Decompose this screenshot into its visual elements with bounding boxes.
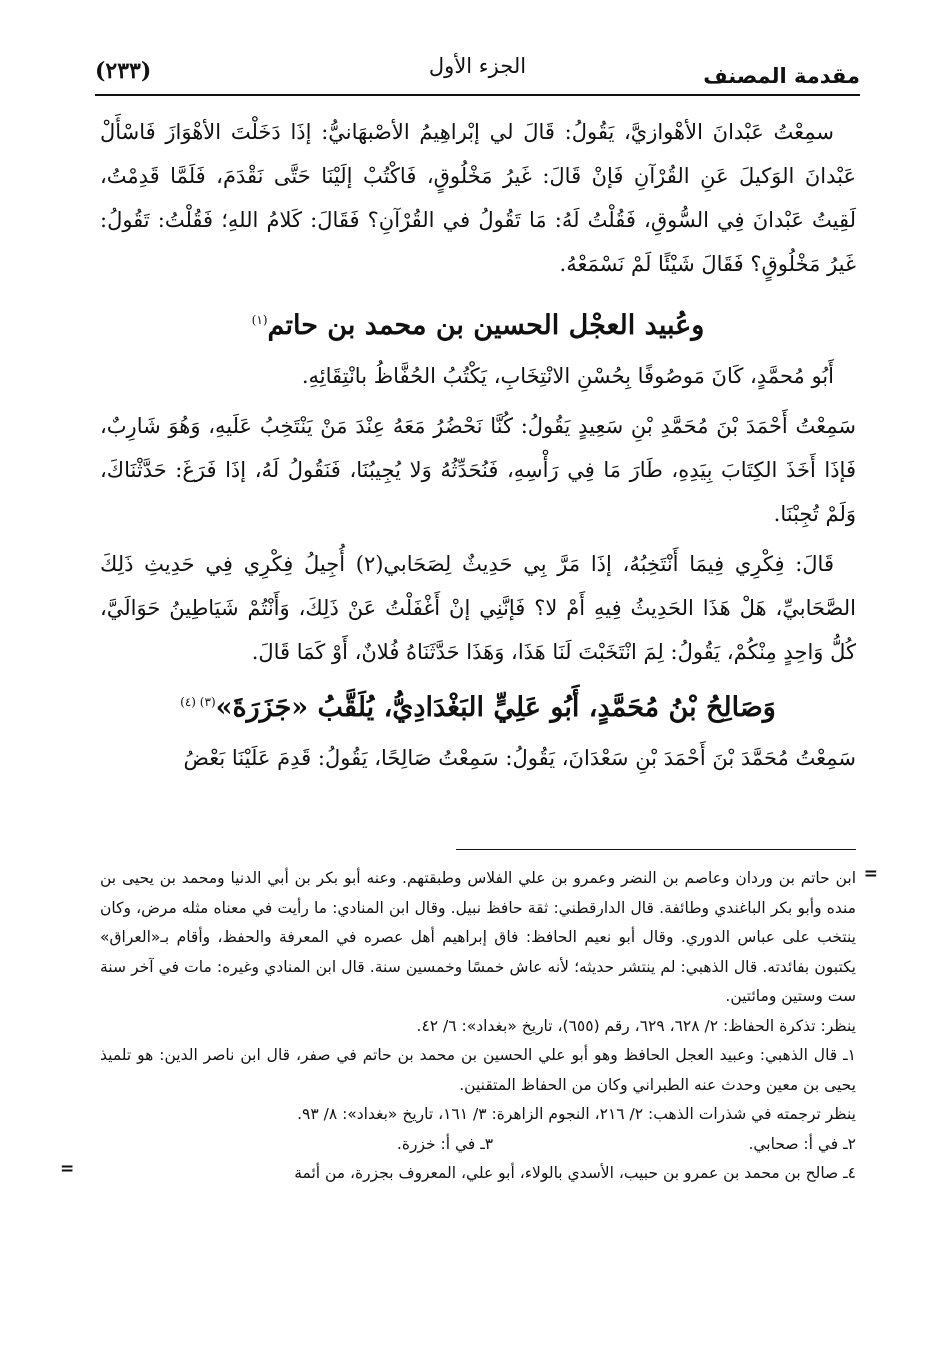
- continuation-mark: =: [863, 864, 878, 884]
- footnotes-2-3: [100, 1130, 856, 1160]
- footnote-1-ref: ينظر ترجمته في شذرات الذهب: ٢/ ٢١٦، النجوم الزاهرة: ٣/ ١٦١، تاريخ «بغداد»: ٨/ ٩٣.: [297, 1105, 856, 1123]
- footnote-continued-ref: ينظر: تذكرة الحفاظ: ٢/ ٦٢٨، ٦٢٩، رقم (٦٥٥)، تاريخ «بغداد»: ٦/ ٤٢.: [416, 1016, 856, 1035]
- section-title: مقدمة المصنف: [703, 64, 860, 88]
- paragraph-1: سمِعْتُ عَبْدانَ الأهْوازيَّ، يَقُولُ: قَالَ لي إبْراهِيمُ الأصْبهَانيُّ: إذَا دَخَلْتَ الأهْوَازَ فَاسْأَلْ عَبْدانَ الوَكيلَ عَنِ القُرْآنِ فَإنْ قَالَ: غَيرُ مَخْلُوقٍ، فَاكْتُبْ إلَيْنَا حَتَّى نَقْدَمَ، فَلَمَّا قَدِمْتُ، لَقِيتُ عَبْدانَ فِي السُّوقِ، فَقُلْتُ لَهُ: مَا تَقُولُ في القُرْآنِ؟ فَقَالَ: كَلامُ اللهِ؛ فَقُلْتُ: تَقُولُ: غَيرُ مَخْلُوقٍ؟ فَقَالَ شَيْئًا لَمْ نَسْمَعْهُ.: [100, 120, 856, 276]
- running-header: [95, 52, 860, 94]
- volume-title: الجزء الأول: [428, 54, 527, 78]
- section-heading-1: [100, 292, 856, 354]
- footnote-3: ٣ـ في أ: خزرة.: [396, 1134, 494, 1153]
- footnote-4-continues-mark: =: [60, 1159, 75, 1179]
- footnote-rule: [456, 849, 856, 850]
- main-text: [100, 110, 856, 780]
- heading-1-note: (١): [251, 313, 268, 327]
- heading-2-text: وَصَالِحُ بْنُ مُحَمَّدٍ، أَبُو عَلِيٍّ البَغْدَادِيُّ، يُلَقَّبُ «جَزَرَةَ»: [215, 692, 776, 723]
- heading-1-text: وعُبيد العجْل الحسين بن محمد بن حاتم: [267, 310, 705, 341]
- footnote-2: ٢ـ في أ: صحابي.: [748, 1134, 856, 1153]
- paragraph-4: قَالَ: فِكْرِي فِيمَا أَنْتَخِبُهُ، إذَا مَرَّ بِي حَدِيثٌ لِصَحَابي(٢) أُجِيلُ فِكْرِي فِي حَدِيثِ ذَلِكَ الصَّحَابيِّ، هَلْ هَذَا الحَدِيثُ فِيهِ أَمْ لا؟ فَإنَّنِي إنْ أَغْفَلْتُ عَنْ ذَلِكَ، وَأَنْتُمْ شَيَاطِينُ حَوَالَيَّ، كُلُّ وَاحِدٍ مِنْكُمْ، يَقُولُ: لِمَ انْتَخَبْتَ لَنَا هَذَا، وَهَذَا حَدَّثَنَاهُ فُلانٌ، أَوْ كَمَا قَالَ.: [100, 552, 856, 664]
- section-heading-2: [100, 674, 856, 736]
- paragraph-2: أَبُو مُحمَّدٍ، كَانَ مَوصُوفًا بِحُسْنِ الانْتِخَابِ، يَكْتُبُ الحُفَّاظُ بانْتِقَائِهِ.: [301, 364, 834, 388]
- header-rule: [95, 94, 860, 96]
- page-number: (٢٣٣): [95, 58, 152, 84]
- footnote-continued: ابن حاتم بن وردان وعاصم بن النضر وعمرو بن علي الفلاس وطبقتهم. وعنه أبو بكر بن أبي الدنيا ومحمد بن يحيى بن منده وأبو بكر الباغندي وطائفة. قال الدارقطني: ثقة حافظ نبيل. وقال ابن المنادي: ما رأيت في معناه مثله مرض، وكان ينتخب على عباس الدوري. وقال أبو نعيم الحافظ: فاق إبراهيم أهل عصره في المعرفة والحفظ، وأقام بـ«العراق» يكتبون بفائدته. قال الذهبي: لم ينتشر حديثه؛ لأنه عاش خمسًا وخمسين سنة. قال ابن المنادي وغيره: مات في آخر سنة ست وستين ومائتين.: [100, 869, 856, 1005]
- heading-2-note: (٣) (٤): [180, 695, 216, 709]
- footnote-4: ٤ـ صالح بن محمد بن عمرو بن حبيب، الأسدي بالولاء، أبو علي، المعروف بجزرة، من أئمة: [294, 1164, 856, 1182]
- paragraph-5: سَمِعْتُ مُحَمَّدَ بْنَ أَحْمَدَ بْنِ سَعْدَانَ، يَقُولُ: سَمِعْتُ صَالِحًا، يَقُولُ: قَدِمَ عَلَيْنَا بَعْضُ: [183, 746, 856, 770]
- paragraph-3: سَمِعْتُ أَحْمَدَ بْنَ مُحَمَّدِ بْنِ سَعِيدٍ يَقُولُ: كُنَّا نَحْضُرُ مَعَهُ عِنْدَ مَنْ يَنْتَخِبُ عَلَيهِ، وَهُوَ شَارِبٌ، فَإذَا أَخَذَ الكِتَابَ بِيَدِهِ، طَارَ مَا فِي رَأْسِهِ، فَنُحَدِّثُهُ وَلا يُجِيبُنَا، فَنَقُولُ لَهُ، إذَا فَرَغَ: حَدَّثْنَاكَ، وَلَمْ تُجِبْنَا.: [100, 414, 856, 526]
- footnotes: [60, 864, 878, 1189]
- footnote-1: ١ـ قال الذهبي: وعبيد العجل الحافظ وهو أبو علي الحسين بن محمد بن حاتم في صفر، قال ابن ناصر الدين: هو تلميذ يحيى بن معين وحدث عنه الطبراني وكان من الحفاظ المتقنين.: [100, 1046, 856, 1094]
